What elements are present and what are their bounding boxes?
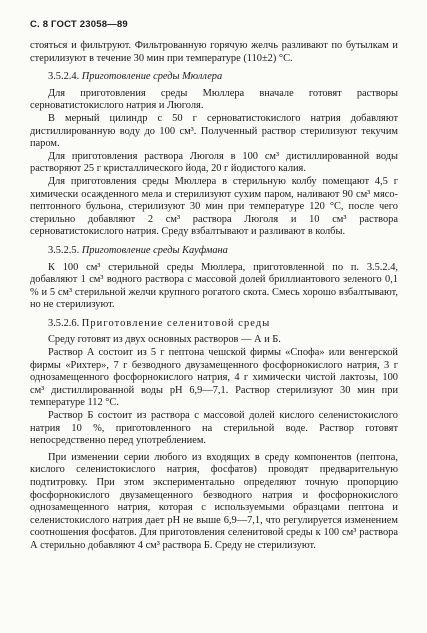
paragraph: При изменении серии любого из входящих в среду компонентов (пептона, кислого селенистокислого натрия, фосфатов) проводят предварительную подтитровку. При этом экспериментально определяют точную пропорцию фосфорнокислого двузамещенного безводного натрия и фосфорнокислого однозамещенного натрия, которая с используемыми образцами пептона и селенистокислого натрия дает рН не выше 6,9—7,1, что регулируется изменением соотношения фосфатов. Для приготовления селенитовой среды к 100 см³ раствора А стерильно добавляют 4 см³ раствора Б. Среду не стерилизуют.	[30, 451, 398, 551]
paragraph: Для приготовления среды Мюллера вначале готовят растворы серноватистокислого натрия и Люголя.	[30, 87, 398, 112]
paragraph: стояться и фильтруют. Фильтрованную горячую желчь разливают по бутылкам и стерилизуют в течение 30 мин при температуре (110±2) °С.	[30, 40, 398, 64]
paragraph: Раствор А состоит из 5 г пептона чешской фирмы «Спофа» или венгерской фирмы «Рихтер», 7 г безводного двузамещенного фосфорнокислого натрия, 3 г однозамещенного фосфорнокислого натрия, 4 г химически чистой лактозы, 100 см³ дистиллированной воды рН 6,9—7,1. Раствор стерилизуют 30 мин при температуре 112 °С.	[30, 347, 398, 409]
section-heading-3-5-2-4	[30, 71, 398, 84]
paragraph: Для приготовления среды Мюллера в стерильную колбу помещают 4,5 г химически осажденного мела и стерилизуют сухим паром, наливают 90 см³ мясо-пептонного бульона, стерилизуют 30 мин при температуре 120 °С, после чего стерильно добавляют 2 см³ раствора Люголя и 10 см³ раствора серноватистокислого натрия. Среду взбалтывают и разливают в колбы.	[30, 175, 398, 238]
paragraph: Для приготовления раствора Люголя в 100 см³ дистиллированной воды растворяют 25 г кристаллического йода, 20 г йодистого калия.	[30, 150, 398, 175]
section-number: 3.5.2.4.	[48, 71, 80, 83]
document-body	[30, 40, 398, 553]
section-title: Приготовление среды Мюллера	[81, 71, 223, 83]
section-heading-3-5-2-6	[30, 318, 398, 331]
section-heading-3-5-2-5	[30, 245, 398, 258]
paragraph: Среду готовят из двух основных растворов — А и Б.	[48, 334, 281, 346]
paragraph: Раствор Б состоит из раствора с массовой долей кислого селенистокислого натрия 10 %, приготовленного на стерильной воде. Раствор готовят непосредственно перед употреблением.	[30, 410, 398, 447]
paragraph: К 100 см³ стерильной среды Мюллера, приготовленной по п. 3.5.2.4, добавляют 1 см³ водного раствора с массовой долей бриллиантового зеленого 0,1 % и 5 см³ стерильной желчи крупного рогатого скота. Смесь хорошо взбалтывают, но не стерилизуют.	[30, 261, 398, 311]
section-number: 3.5.2.6.	[48, 317, 80, 329]
section-number: 3.5.2.5.	[48, 244, 80, 256]
page-header: С. 8 ГОСТ 23058—89	[30, 19, 128, 30]
paragraph: В мерный цилиндр с 50 г серноватистокислого натрия добавляют дистиллированную воду до 100 см³. Полученный раствор стерилизуют текучим паром.	[30, 112, 398, 150]
section-title: Приготовление среды Кауфмана	[81, 244, 228, 256]
section-title: Приготовление селенитовой среды	[81, 317, 271, 329]
